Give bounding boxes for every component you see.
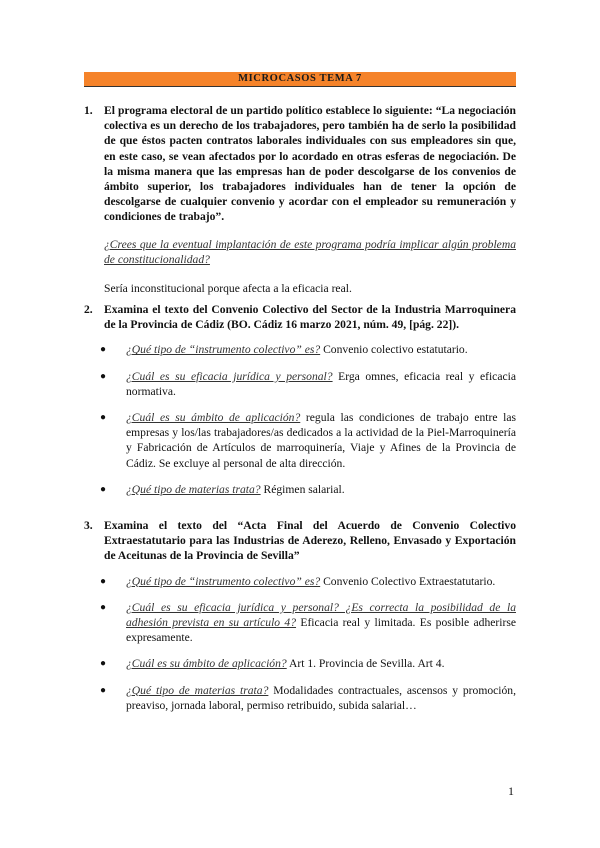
page-title: MICROCASOS TEMA 7 (84, 72, 516, 86)
list-item (100, 342, 516, 357)
answer-text: Régimen salarial. (260, 482, 345, 496)
list-item (100, 410, 516, 471)
question-text: ¿Qué tipo de materias trata? (126, 683, 269, 697)
case-3 (84, 518, 516, 724)
bullet-icon: ● (100, 483, 107, 495)
question-list (84, 342, 516, 497)
answer-text: Erga omnes, eficacia real y eficacia normativa. (126, 369, 516, 398)
answer-text: regula las condiciones de trabajo entre las empresas y los/las trabajadores/as dedicados a la actividad de la Piel-Marroquinería y Fabricación de Artículos de marroquinería, Viaje y Afines de la Provincia de Cádiz. Se excluye al personal de alta dirección. (126, 411, 516, 470)
answer-text: Eficacia real y limitada. Es posible adherirse expresamente. (126, 616, 516, 645)
title-underline (84, 86, 516, 87)
question-text: ¿Qué tipo de “instrumento colectivo” es? (126, 343, 321, 357)
list-item (100, 482, 516, 497)
question-text: ¿Cuál es su eficacia jurídica y personal? (126, 369, 333, 383)
case-answer: Sería inconstitucional porque afecta a la eficacia real. (104, 282, 352, 296)
answer-text: Modalidades contractuales, ascensos y promoción, preaviso, jornada laboral, permiso retribuido, subida salarial… (126, 683, 516, 712)
bullet-icon: ● (100, 344, 107, 356)
bullet-icon: ● (100, 601, 107, 613)
answer-text: Convenio colectivo estatutario. (320, 343, 468, 357)
bullet-icon: ● (100, 412, 107, 424)
bullet-icon: ● (100, 575, 107, 587)
list-item (100, 574, 516, 589)
answer-text: Art 1. Provincia de Sevilla. Art 4. (286, 657, 445, 671)
question-text: ¿Cuál es su ámbito de aplicación? (126, 657, 287, 671)
bullet-icon: ● (100, 370, 107, 382)
case-statement: El programa electoral de un partido político establece lo siguiente: “La negociación colectiva es un derecho de los trabajadores, pero también ha de serlo la posibilidad de que éstos pacten contratos laborales individuales con sus empleadores sin que, en este caso, se vean afectados por lo acordado en otras esferas de negociación. De la misma manera que las empresas han de poder descolgarse de los convenios de ámbito superior, los trabajadores individuales han de tener la opción de descolgarse de cualquier convenio y acordar con el empleador su remuneración y condiciones de trabajo”. (104, 104, 516, 224)
bullet-icon: ● (100, 658, 107, 670)
list-item (100, 683, 516, 713)
case-number: 2. (84, 303, 93, 316)
question-text: ¿Cuál es su eficacia jurídica y personal? ¿Es correcta la posibilidad de la adhesión prevista en su artículo 4? (126, 600, 516, 630)
case-number: 3. (84, 519, 93, 532)
list-item (100, 369, 516, 399)
case-statement: Examina el texto del “Acta Final del Acuerdo de Convenio Colectivo Extraestatutario para las Industrias de Aderezo, Relleno, Envasado y Exportación de Aceitunas de la Provincia de Sevilla” (104, 519, 516, 563)
question-text: ¿Qué tipo de materias trata? (126, 482, 261, 496)
case-statement: Examina el texto del Convenio Colectivo del Sector de la Industria Marroquinera de la Provincia de Cádiz (BO. Cádiz 16 marzo 2021, núm. 49, [pág. 22]). (104, 303, 516, 332)
case-1 (84, 103, 516, 296)
case-2 (84, 302, 516, 508)
question-text: ¿Crees que la eventual implantación de este programa podría implicar algún problema de constitucionalidad? (104, 237, 516, 266)
question-list (84, 574, 516, 713)
question-text: ¿Cuál es su ámbito de aplicación? (126, 411, 301, 425)
bullet-icon: ● (100, 684, 107, 696)
page-number: 1 (508, 784, 514, 798)
list-item (100, 656, 516, 671)
list-item (100, 600, 516, 646)
question-text: ¿Qué tipo de “instrumento colectivo” es? (126, 574, 321, 588)
case-number: 1. (84, 104, 93, 117)
answer-text: Convenio Colectivo Extraestatutario. (320, 574, 496, 588)
case-question (104, 237, 516, 267)
